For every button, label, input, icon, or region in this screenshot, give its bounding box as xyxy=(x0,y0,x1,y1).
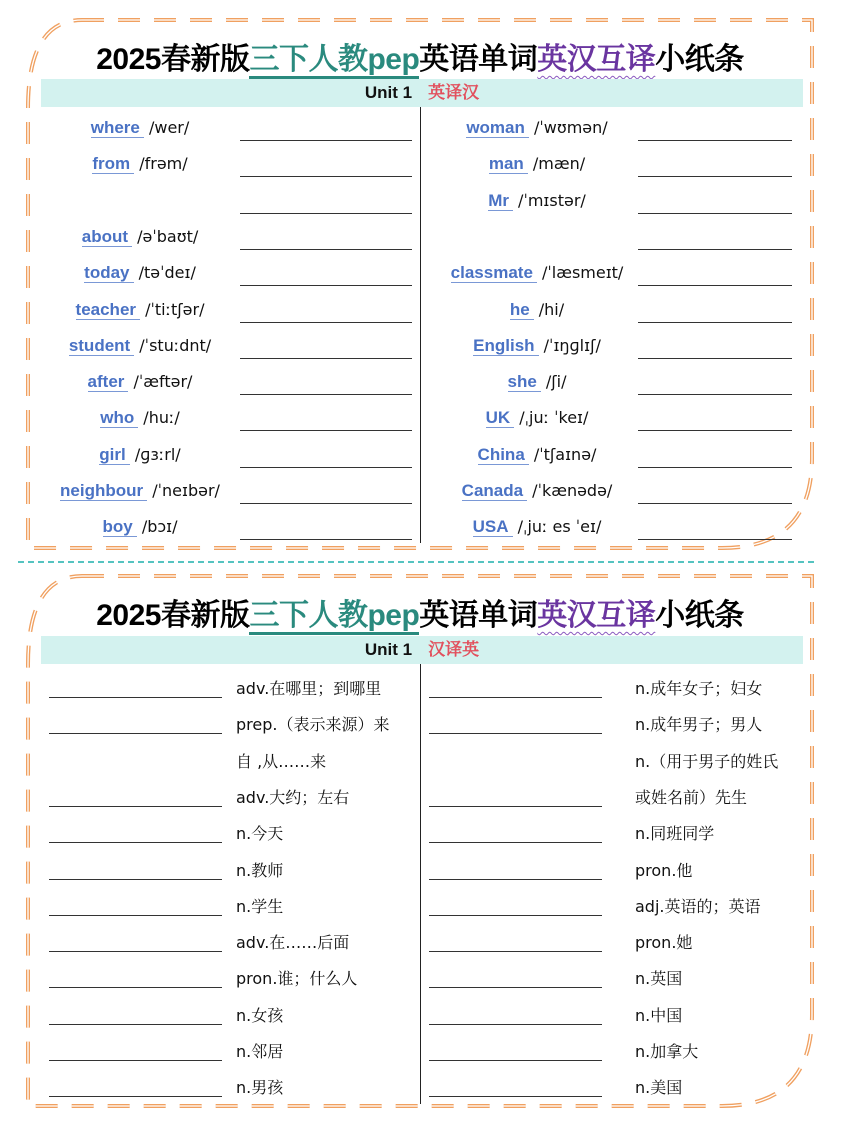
english-word: neighbour xyxy=(60,481,147,501)
phonetic: /ˈstuːdnt/ xyxy=(134,335,212,355)
chinese-meaning: pron.谁；什么人 xyxy=(236,969,358,989)
english-word: woman xyxy=(466,118,529,138)
chinese-meaning: prep.（表示来源）来 xyxy=(236,715,390,735)
english-word: teacher xyxy=(76,300,140,320)
answer-blank-line[interactable] xyxy=(638,322,792,323)
chinese-meaning: adj.英语的；英语 xyxy=(635,896,761,916)
chinese-meaning: n.男孩 xyxy=(236,1078,284,1098)
answer-blank-line[interactable] xyxy=(49,806,222,807)
answer-blank-line[interactable] xyxy=(49,1096,222,1097)
vocab-entry xyxy=(10,372,270,392)
vocab-entry xyxy=(407,154,667,174)
english-word: she xyxy=(508,372,541,392)
vocab-entry xyxy=(407,191,667,211)
chinese-meaning: adv.大约；左右 xyxy=(236,787,350,807)
vocab-entry xyxy=(10,336,270,356)
answer-blank-line[interactable] xyxy=(240,249,412,250)
vocab-entry xyxy=(10,154,270,174)
english-word: USA xyxy=(473,517,513,537)
answer-blank-line[interactable] xyxy=(429,951,602,952)
mode-label: 英译汉 xyxy=(428,83,480,102)
answer-blank-line[interactable] xyxy=(429,1024,602,1025)
phonetic: /ˈtiːtʃər/ xyxy=(140,299,205,319)
vocab-entry xyxy=(10,118,270,138)
worksheet-card-zh-to-en xyxy=(22,574,818,1110)
chinese-meaning: n.女孩 xyxy=(236,1005,284,1025)
answer-blank-line[interactable] xyxy=(49,697,222,698)
answer-blank-line[interactable] xyxy=(638,539,792,540)
answer-blank-line[interactable] xyxy=(49,842,222,843)
chinese-meaning: adv.在哪里；到哪里 xyxy=(236,679,382,698)
vocab-entry xyxy=(10,445,270,465)
worksheet-title xyxy=(22,34,818,78)
chinese-meaning: n.中国 xyxy=(635,1005,683,1025)
answer-blank-line[interactable] xyxy=(638,213,792,214)
answer-blank-line[interactable] xyxy=(429,842,602,843)
chinese-meaning: n.加拿大 xyxy=(635,1042,699,1061)
title-suffix: 小纸条 xyxy=(655,599,744,632)
answer-blank-line[interactable] xyxy=(240,285,412,286)
vocab-entry xyxy=(407,481,667,501)
answer-blank-line[interactable] xyxy=(240,176,412,177)
english-word: girl xyxy=(99,445,129,465)
phonetic: /əˈbaʊt/ xyxy=(132,226,199,246)
unit-label: Unit 1 xyxy=(364,640,413,659)
chinese-meaning: 或姓名前）先生 xyxy=(635,787,748,807)
worksheet-card-en-to-zh xyxy=(22,18,818,550)
phonetic: /ˈtʃaɪnə/ xyxy=(528,444,597,464)
vocab-entry xyxy=(10,227,270,247)
vocab-entry xyxy=(10,481,270,501)
phonetic: /ˈæftər/ xyxy=(128,372,193,392)
phonetic: /ˈmɪstər/ xyxy=(512,190,586,210)
vocab-entry xyxy=(407,336,667,356)
answer-blank-line[interactable] xyxy=(240,358,412,359)
chinese-meaning: n.同班同学 xyxy=(635,824,715,844)
answer-blank-line[interactable] xyxy=(49,1060,222,1061)
answer-blank-line[interactable] xyxy=(240,140,412,141)
answer-blank-line[interactable] xyxy=(429,697,602,698)
english-word: classmate xyxy=(451,263,537,283)
mode-label: 汉译英 xyxy=(428,640,480,659)
answer-blank-line[interactable] xyxy=(638,430,792,431)
answer-blank-line[interactable] xyxy=(240,467,412,468)
title-teal: 三下人教pep xyxy=(249,599,419,635)
answer-blank-line[interactable] xyxy=(638,467,792,468)
answer-blank-line[interactable] xyxy=(638,285,792,286)
answer-blank-line[interactable] xyxy=(49,1024,222,1025)
phonetic: /bɔɪ/ xyxy=(136,517,178,537)
english-word: student xyxy=(69,336,134,356)
title-purple: 英汉互译 xyxy=(537,599,656,632)
english-word: today xyxy=(84,263,133,283)
column-divider xyxy=(420,664,421,1104)
title-prefix: 2025春新版 xyxy=(96,599,250,632)
vocab-entry xyxy=(407,445,667,465)
answer-blank-line[interactable] xyxy=(429,733,602,734)
answer-blank-line[interactable] xyxy=(240,322,412,323)
phonetic: /ˈneɪbər/ xyxy=(147,481,220,500)
answer-blank-line[interactable] xyxy=(49,879,222,880)
phonetic: /frəm/ xyxy=(134,154,188,174)
chinese-meaning: pron.他 xyxy=(635,860,693,880)
phonetic: /ˌjuː es ˈeɪ/ xyxy=(512,517,602,537)
vocab-entry xyxy=(10,300,270,320)
chinese-meaning: pron.她 xyxy=(635,933,693,953)
chinese-meaning: n.成年男子；男人 xyxy=(635,715,763,735)
answer-blank-line[interactable] xyxy=(49,951,222,952)
english-word: after xyxy=(88,372,129,392)
unit-header-bar xyxy=(41,636,803,664)
vocab-entry xyxy=(407,408,667,428)
english-word: where xyxy=(91,118,144,138)
vocab-entry xyxy=(407,517,667,537)
chinese-meaning: adv.在……后面 xyxy=(236,933,350,953)
phonetic: /ɡɜːrl/ xyxy=(129,444,181,464)
phonetic: /ˈwʊmən/ xyxy=(528,118,608,137)
answer-blank-line[interactable] xyxy=(638,176,792,177)
vocab-entry xyxy=(10,408,270,428)
title-middle: 英语单词 xyxy=(419,43,538,76)
phonetic: /təˈdeɪ/ xyxy=(133,263,196,283)
phonetic: /ʃi/ xyxy=(540,372,567,392)
answer-blank-line[interactable] xyxy=(240,539,412,540)
answer-blank-line[interactable] xyxy=(240,503,412,504)
vocab-entry xyxy=(407,300,667,320)
answer-blank-line[interactable] xyxy=(429,806,602,807)
phonetic: /ˌjuː ˈkeɪ/ xyxy=(514,408,589,428)
answer-blank-line[interactable] xyxy=(49,987,222,988)
answer-blank-line[interactable] xyxy=(240,213,412,214)
answer-blank-line[interactable] xyxy=(638,358,792,359)
chinese-meaning: n.学生 xyxy=(236,896,284,916)
phonetic: /huː/ xyxy=(138,408,180,428)
english-word: about xyxy=(82,227,132,247)
answer-blank-line[interactable] xyxy=(240,430,412,431)
vocab-entry xyxy=(407,118,667,138)
answer-blank-line[interactable] xyxy=(638,503,792,504)
answer-blank-line[interactable] xyxy=(240,394,412,395)
phonetic: /mæn/ xyxy=(527,154,586,174)
answer-blank-line[interactable] xyxy=(429,987,602,988)
answer-blank-line[interactable] xyxy=(429,1096,602,1097)
english-word: who xyxy=(100,408,138,428)
title-teal: 三下人教pep xyxy=(249,43,419,79)
unit-label: Unit 1 xyxy=(364,83,413,102)
unit-header-bar xyxy=(41,79,803,107)
phonetic: /ˈlæsmeɪt/ xyxy=(536,263,624,283)
chinese-meaning: n.英国 xyxy=(635,969,683,989)
worksheet-title xyxy=(22,590,818,634)
answer-blank-line[interactable] xyxy=(429,1060,602,1061)
title-middle: 英语单词 xyxy=(419,599,538,632)
english-word: from xyxy=(92,154,134,174)
answer-blank-line[interactable] xyxy=(49,915,222,916)
answer-blank-line[interactable] xyxy=(429,915,602,916)
answer-blank-line[interactable] xyxy=(429,879,602,880)
vocab-entry xyxy=(407,372,667,392)
title-purple: 英汉互译 xyxy=(537,43,656,76)
chinese-meaning: n.今天 xyxy=(236,824,284,844)
english-word: Mr xyxy=(488,191,513,211)
english-word: China xyxy=(478,445,529,465)
answer-blank-line[interactable] xyxy=(638,140,792,141)
phonetic: /hi/ xyxy=(533,299,565,319)
vocab-entry xyxy=(10,263,270,283)
chinese-meaning: n.邻居 xyxy=(236,1042,284,1061)
english-word: UK xyxy=(486,408,515,428)
english-word: Canada xyxy=(462,481,527,501)
chinese-meaning: n.教师 xyxy=(236,860,284,880)
vocab-entry xyxy=(407,263,667,283)
english-word: boy xyxy=(103,517,137,537)
chinese-meaning: n.美国 xyxy=(635,1078,683,1098)
chinese-meaning: n.成年女子；妇女 xyxy=(635,679,763,698)
english-word: he xyxy=(510,300,534,320)
vocab-entry xyxy=(10,517,270,537)
answer-blank-line[interactable] xyxy=(49,733,222,734)
chinese-meaning: n.（用于男子的姓氏 xyxy=(635,751,779,771)
title-suffix: 小纸条 xyxy=(655,43,744,76)
english-word: English xyxy=(473,336,538,356)
phonetic: /ˈɪŋɡlɪʃ/ xyxy=(538,335,601,355)
answer-blank-line[interactable] xyxy=(638,249,792,250)
cut-line-separator xyxy=(18,561,814,563)
phonetic: /ˈkænədə/ xyxy=(527,481,613,500)
title-prefix: 2025春新版 xyxy=(96,43,250,76)
chinese-meaning: 自 ,从……来 xyxy=(236,751,327,771)
phonetic: /wer/ xyxy=(143,118,190,137)
english-word: man xyxy=(489,154,528,174)
answer-blank-line[interactable] xyxy=(638,394,792,395)
